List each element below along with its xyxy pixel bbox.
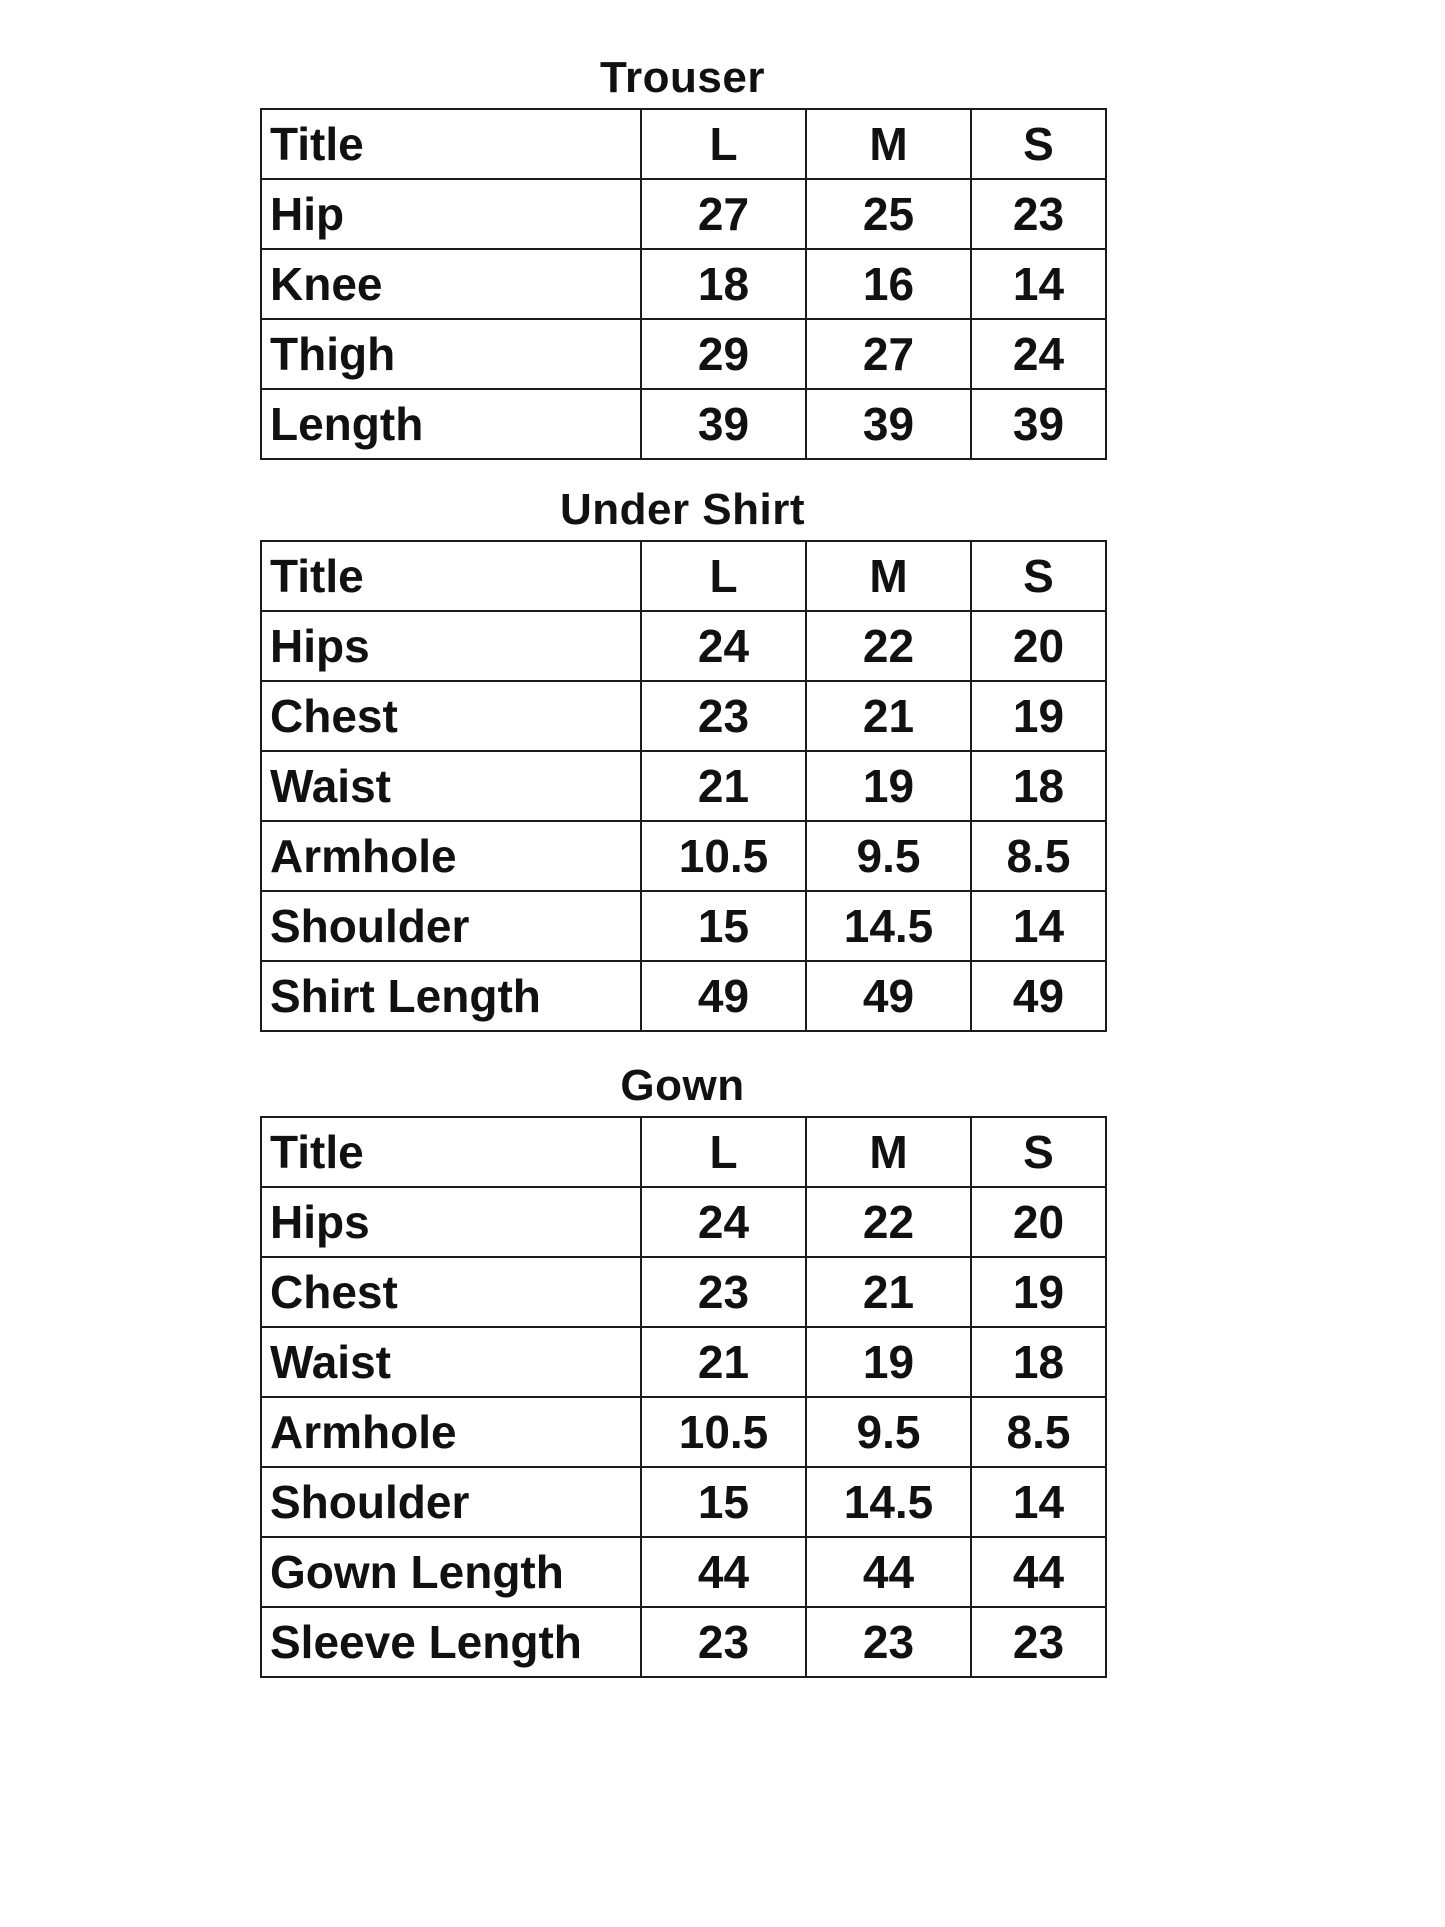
table-row <box>261 1187 1106 1257</box>
table-row <box>261 179 1106 249</box>
row-label: Chest <box>261 1257 641 1327</box>
cell-s: 8.5 <box>971 821 1106 891</box>
row-label: Waist <box>261 751 641 821</box>
cell-m: 49 <box>806 961 971 1031</box>
cell-s: 8.5 <box>971 1397 1106 1467</box>
cell-s: 49 <box>971 961 1106 1031</box>
cell-m: 22 <box>806 611 971 681</box>
cell-l: 27 <box>641 179 806 249</box>
trouser-title: Trouser <box>600 53 765 102</box>
cell-l: 44 <box>641 1537 806 1607</box>
header-m: M <box>806 109 971 179</box>
table-header-row <box>261 1117 1106 1187</box>
row-label: Armhole <box>261 821 641 891</box>
table-row <box>261 821 1106 891</box>
under-shirt-title: Under Shirt <box>559 485 806 534</box>
cell-m: 19 <box>806 751 971 821</box>
cell-m: 16 <box>806 249 971 319</box>
cell-l: 10.5 <box>641 821 806 891</box>
row-label: Shirt Length <box>261 961 641 1031</box>
row-label: Length <box>261 389 641 459</box>
table-row <box>261 1537 1106 1607</box>
cell-s: 20 <box>971 611 1106 681</box>
row-label: Sleeve Length <box>261 1607 641 1677</box>
table-row <box>261 751 1106 821</box>
table-row <box>261 249 1106 319</box>
cell-m: 14.5 <box>806 1467 971 1537</box>
cell-l: 39 <box>641 389 806 459</box>
cell-s: 14 <box>971 891 1106 961</box>
cell-l: 15 <box>641 891 806 961</box>
gown-section <box>260 1056 1105 1678</box>
table-row <box>261 1397 1106 1467</box>
cell-s: 44 <box>971 1537 1106 1607</box>
cell-l: 23 <box>641 1607 806 1677</box>
cell-l: 10.5 <box>641 1397 806 1467</box>
cell-l: 23 <box>641 681 806 751</box>
gown-size-table <box>260 1116 1107 1678</box>
cell-l: 24 <box>641 1187 806 1257</box>
cell-s: 18 <box>971 751 1106 821</box>
gown-title: Gown <box>620 1061 745 1110</box>
trouser-section <box>260 48 1105 460</box>
cell-m: 39 <box>806 389 971 459</box>
under-shirt-section <box>260 480 1105 1032</box>
row-label: Chest <box>261 681 641 751</box>
row-label: Hip <box>261 179 641 249</box>
table-row <box>261 1467 1106 1537</box>
header-title: Title <box>261 109 641 179</box>
cell-m: 25 <box>806 179 971 249</box>
header-l: L <box>641 1117 806 1187</box>
cell-s: 23 <box>971 179 1106 249</box>
table-header-row <box>261 541 1106 611</box>
table-row <box>261 1607 1106 1677</box>
cell-m: 19 <box>806 1327 971 1397</box>
cell-m: 14.5 <box>806 891 971 961</box>
table-row <box>261 681 1106 751</box>
cell-s: 19 <box>971 1257 1106 1327</box>
cell-s: 18 <box>971 1327 1106 1397</box>
cell-l: 21 <box>641 751 806 821</box>
table-row <box>261 319 1106 389</box>
header-title: Title <box>261 1117 641 1187</box>
header-m: M <box>806 1117 971 1187</box>
cell-s: 19 <box>971 681 1106 751</box>
cell-m: 44 <box>806 1537 971 1607</box>
cell-m: 21 <box>806 1257 971 1327</box>
cell-m: 9.5 <box>806 1397 971 1467</box>
header-s: S <box>971 541 1106 611</box>
row-label: Knee <box>261 249 641 319</box>
row-label: Hips <box>261 1187 641 1257</box>
cell-m: 22 <box>806 1187 971 1257</box>
row-label: Thigh <box>261 319 641 389</box>
table-row <box>261 1257 1106 1327</box>
cell-l: 15 <box>641 1467 806 1537</box>
cell-m: 23 <box>806 1607 971 1677</box>
row-label: Shoulder <box>261 891 641 961</box>
cell-m: 21 <box>806 681 971 751</box>
trouser-size-table <box>260 108 1107 460</box>
table-row <box>261 1327 1106 1397</box>
cell-s: 23 <box>971 1607 1106 1677</box>
cell-l: 18 <box>641 249 806 319</box>
table-row <box>261 611 1106 681</box>
header-l: L <box>641 541 806 611</box>
cell-s: 14 <box>971 1467 1106 1537</box>
header-s: S <box>971 1117 1106 1187</box>
row-label: Gown Length <box>261 1537 641 1607</box>
table-row <box>261 389 1106 459</box>
table-row <box>261 961 1106 1031</box>
header-l: L <box>641 109 806 179</box>
cell-l: 49 <box>641 961 806 1031</box>
cell-s: 20 <box>971 1187 1106 1257</box>
cell-s: 39 <box>971 389 1106 459</box>
row-label: Armhole <box>261 1397 641 1467</box>
cell-l: 24 <box>641 611 806 681</box>
row-label: Waist <box>261 1327 641 1397</box>
header-s: S <box>971 109 1106 179</box>
header-title: Title <box>261 541 641 611</box>
cell-m: 27 <box>806 319 971 389</box>
under-shirt-size-table <box>260 540 1107 1032</box>
table-header-row <box>261 109 1106 179</box>
cell-s: 24 <box>971 319 1106 389</box>
cell-l: 29 <box>641 319 806 389</box>
row-label: Shoulder <box>261 1467 641 1537</box>
cell-l: 23 <box>641 1257 806 1327</box>
header-m: M <box>806 541 971 611</box>
cell-s: 14 <box>971 249 1106 319</box>
cell-l: 21 <box>641 1327 806 1397</box>
row-label: Hips <box>261 611 641 681</box>
cell-m: 9.5 <box>806 821 971 891</box>
table-row <box>261 891 1106 961</box>
